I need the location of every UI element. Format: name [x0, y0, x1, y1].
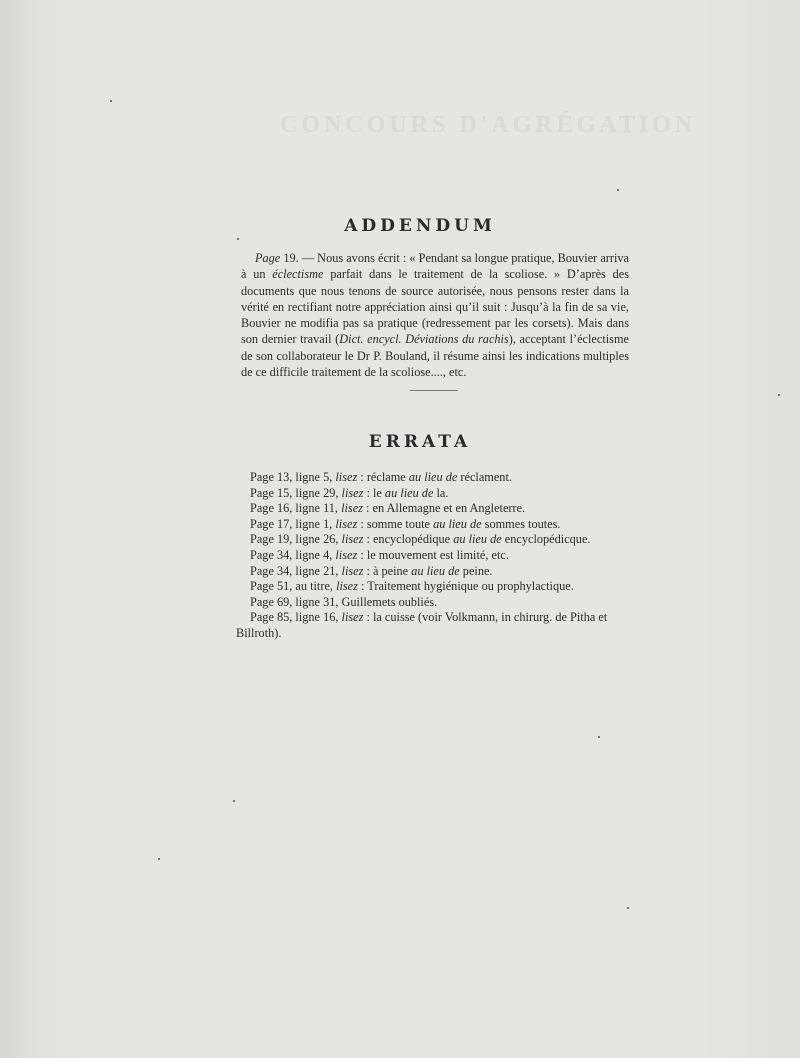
- errata-italic: au lieu de: [384, 485, 434, 500]
- addendum-paragraph: [241, 250, 629, 380]
- errata-text: encyclopédicque.: [501, 532, 591, 547]
- errata-entry: [236, 470, 628, 486]
- errata-italic: au lieu de: [408, 470, 458, 484]
- errata-entry: [236, 610, 628, 626]
- addendum-text-3: ), acceptant l’éclectisme de son collaborateur le Dr P. Bouland, il résume ainsi les indications multiples de ce difficile traitement de la scoliose...., etc.: [241, 332, 629, 380]
- errata-entry-continuation: Billroth).: [236, 625, 282, 640]
- errata-text: Page 85, ligne 16,: [250, 610, 342, 625]
- addendum-title: ADDENDUM: [344, 216, 496, 236]
- errata-italic: lisez: [336, 579, 358, 594]
- bleed-through-text: CONCOURS D'AGRÉGATION: [280, 112, 697, 138]
- errata-text: Page 34, ligne 4,: [250, 547, 336, 562]
- errata-entry: [236, 486, 628, 502]
- errata-text: Page 69, ligne 31, Guillemets oubliés.: [250, 594, 438, 609]
- errata-text: : la cuisse (voir Volkmann, in chirurg. de Pitha et: [363, 610, 608, 625]
- errata-text: sommes toutes.: [481, 516, 561, 531]
- errata-title: ERRATA: [368, 432, 472, 452]
- errata-text: Page 34, ligne 21,: [250, 563, 342, 578]
- paper-speck: [778, 394, 780, 396]
- errata-text: Page 17, ligne 1,: [250, 516, 336, 531]
- paper-speck: [110, 100, 112, 102]
- addendum-text-1: 19. — Nous avons écrit : « Pendant sa longue pratique, Bouvier arriva à un: [241, 251, 629, 282]
- errata-italic: lisez: [341, 610, 364, 625]
- errata-italic: lisez: [341, 485, 364, 500]
- errata-text: : le: [363, 485, 385, 500]
- errata-entry: [236, 548, 628, 564]
- errata-entry: [236, 517, 628, 533]
- errata-text: Page 51, au titre,: [250, 579, 337, 594]
- errata-text: : Traitement hygiénique ou prophylactique.: [357, 579, 574, 594]
- errata-italic: lisez: [335, 547, 358, 562]
- errata-entry: [236, 595, 628, 611]
- errata-italic: lisez: [335, 516, 358, 531]
- addendum-emphasis-2: Dict. encycl. Déviations du rachis: [339, 332, 509, 347]
- errata-text: peine.: [459, 563, 493, 578]
- errata-text: Page 16, ligne 11,: [250, 501, 342, 516]
- errata-italic: lisez: [335, 470, 358, 484]
- errata-text: : le mouvement est limité, etc.: [357, 547, 509, 562]
- errata-text: Page 15, ligne 29,: [250, 485, 342, 500]
- errata-text: Page 13, ligne 5,: [250, 470, 336, 484]
- paper-speck: [233, 800, 235, 802]
- addendum-page-label: Page: [255, 251, 281, 265]
- errata-text: : réclame: [357, 470, 409, 484]
- errata-italic: au lieu de: [453, 532, 502, 547]
- paper-speck: [598, 736, 600, 738]
- errata-text: réclament.: [457, 470, 512, 484]
- paper-speck: [158, 858, 160, 860]
- errata-italic: lisez: [341, 501, 363, 516]
- errata-text: la.: [433, 485, 449, 500]
- errata-italic: au lieu de: [433, 516, 482, 531]
- errata-text: : somme toute: [357, 516, 434, 531]
- errata-list: [236, 470, 628, 642]
- errata-italic: lisez: [341, 563, 364, 578]
- paper-speck: [617, 189, 619, 191]
- errata-text: Page 19, ligne 26,: [250, 532, 342, 547]
- section-divider: [410, 390, 458, 391]
- errata-text: : encyclopédique: [363, 532, 454, 547]
- addendum-emphasis-1: éclectisme: [272, 267, 324, 282]
- addendum-text-2: parfait dans le traitement de la scoliose. » D’après des documents que nous tenons de source autorisée, nous pensons rester dans la vérité en rectifiant notre appréciation ainsi qu’il suit : Jusqu’à la fin de sa vie, Bouvier ne modifia pas sa pratique (redressement par les corsets). Mais dans son dernier travail (: [241, 267, 629, 347]
- errata-entry: [236, 532, 628, 548]
- errata-entry: [236, 501, 628, 517]
- errata-italic: lisez: [341, 532, 364, 547]
- errata-text: : à peine: [363, 563, 412, 578]
- errata-text: : en Allemagne et en Angleterre.: [362, 501, 526, 516]
- errata-entry: [236, 579, 628, 595]
- paper-speck: [627, 907, 629, 909]
- errata-entry: [236, 564, 628, 580]
- errata-italic: au lieu de: [411, 563, 460, 578]
- paper-speck: [237, 238, 239, 240]
